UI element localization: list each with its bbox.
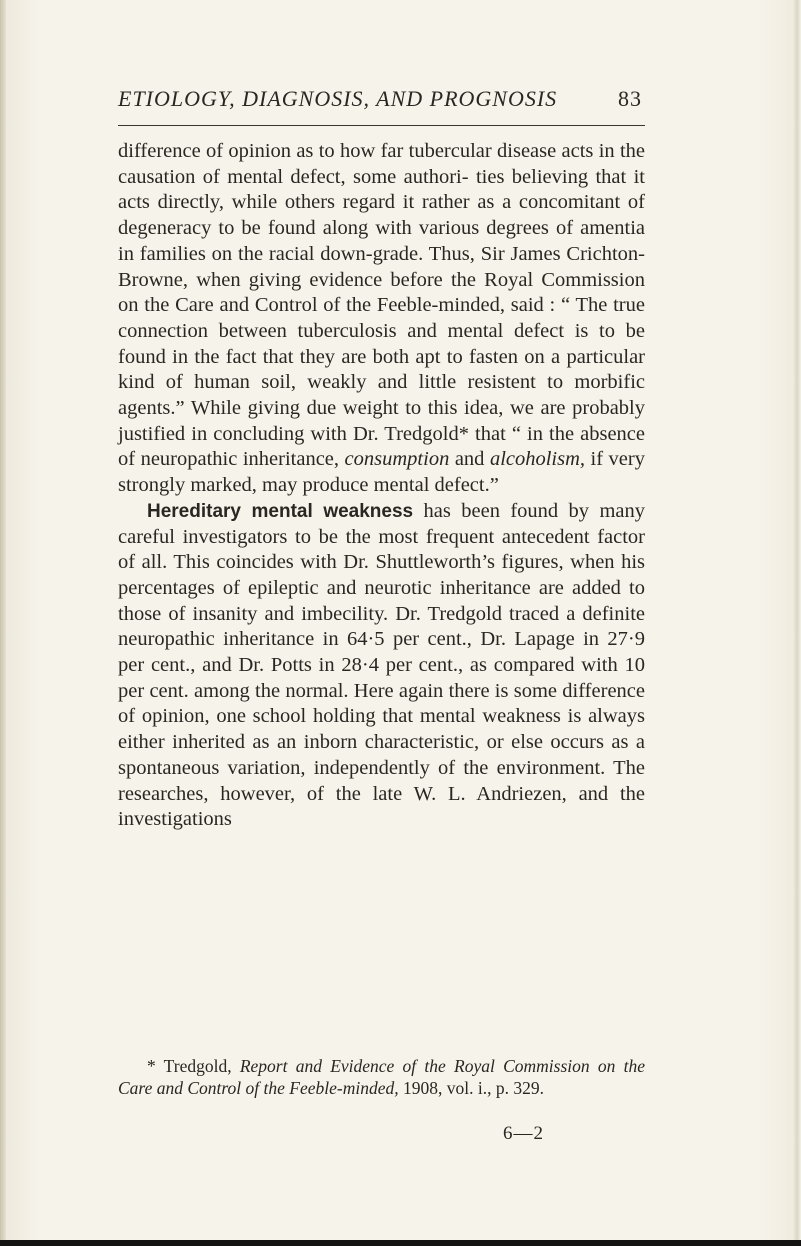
paragraph-1-text-c: and (449, 448, 490, 471)
running-head (118, 86, 642, 112)
italic-alcoholism: alcoholism, (489, 448, 586, 471)
paragraph-1 (118, 139, 645, 499)
paragraph-1-text-a: difference of opinion as to how far tubercular disease acts in the causation of mental defect, some authori‑ ties believing that it acts directly, while others regard it rather as a concomitant of degeneracy to be found along with various degrees of amentia in families on the racial down-grade. Thus, Sir James Crichton-Browne, when giving evidence before the Royal Commission on the Care and Control of the Feeble-minded, said : “ The true connection between tuberculosis and mental defect is to be found in the fact that they are both apt to fasten on a particular kind of human soil, weakly and little resistent to morbific agents.” While giving due weight to this idea, we are probably justified in concluding with Dr. Tredgold (118, 140, 645, 445)
page-edge-bottom (0, 1240, 801, 1246)
signature-mark: 6—2 (503, 1123, 544, 1144)
paragraph-1-text-b: that “ in the absence of neuropathic inheritance, (118, 422, 646, 471)
page-gutter (0, 0, 6, 1246)
footnote-citation: 1908, vol. i., p. 329. (398, 1078, 544, 1098)
running-head-title: ETIOLOGY, DIAGNOSIS, AND PROGNOSIS (118, 86, 558, 111)
page-edge-right (793, 0, 801, 1246)
paragraph-2-lead-words: Hereditary mental weakness (147, 500, 414, 522)
footnote-title: Report and Evidence of the Royal Commission on the Care and Control of the Feeble-minded, (118, 1056, 645, 1098)
paragraph-2 (118, 499, 645, 833)
footnote-author: Tredgold, (155, 1056, 240, 1076)
footnote-text (118, 1055, 645, 1099)
page-number: 83 (618, 86, 642, 111)
italic-consumption: consumption (344, 448, 450, 471)
paragraph-1-text-d: if very strongly marked, may produce mental defect.” (118, 448, 645, 497)
paragraph-2-text: has been found by many careful investigators to be the most frequent antecedent factor of all. This coincides with Dr. Shuttleworth’s figures, when his percentages of epileptic and neurotic inheritance are added to those of insanity and imbecility. Dr. Tredgold traced a definite neuropathic inheritance in 64·5 per cent., Dr. Lapage in 27·9 per cent., and Dr. Potts in 28·4 per cent., as compared with 10 per cent. among the normal. Here again there is some difference of opinion, one school holding that mental weakness is always either inherited as an inborn characteristic, or else occurs as a spontaneous variation, independently of the environment. The researches, however, of the late W. L. Andriezen, and the investigations (118, 499, 645, 831)
footnote (118, 1055, 645, 1099)
header-rule (118, 125, 645, 126)
footnote-marker: * (147, 1056, 156, 1076)
body-text (118, 139, 645, 833)
footnote-reference: * (458, 422, 469, 445)
